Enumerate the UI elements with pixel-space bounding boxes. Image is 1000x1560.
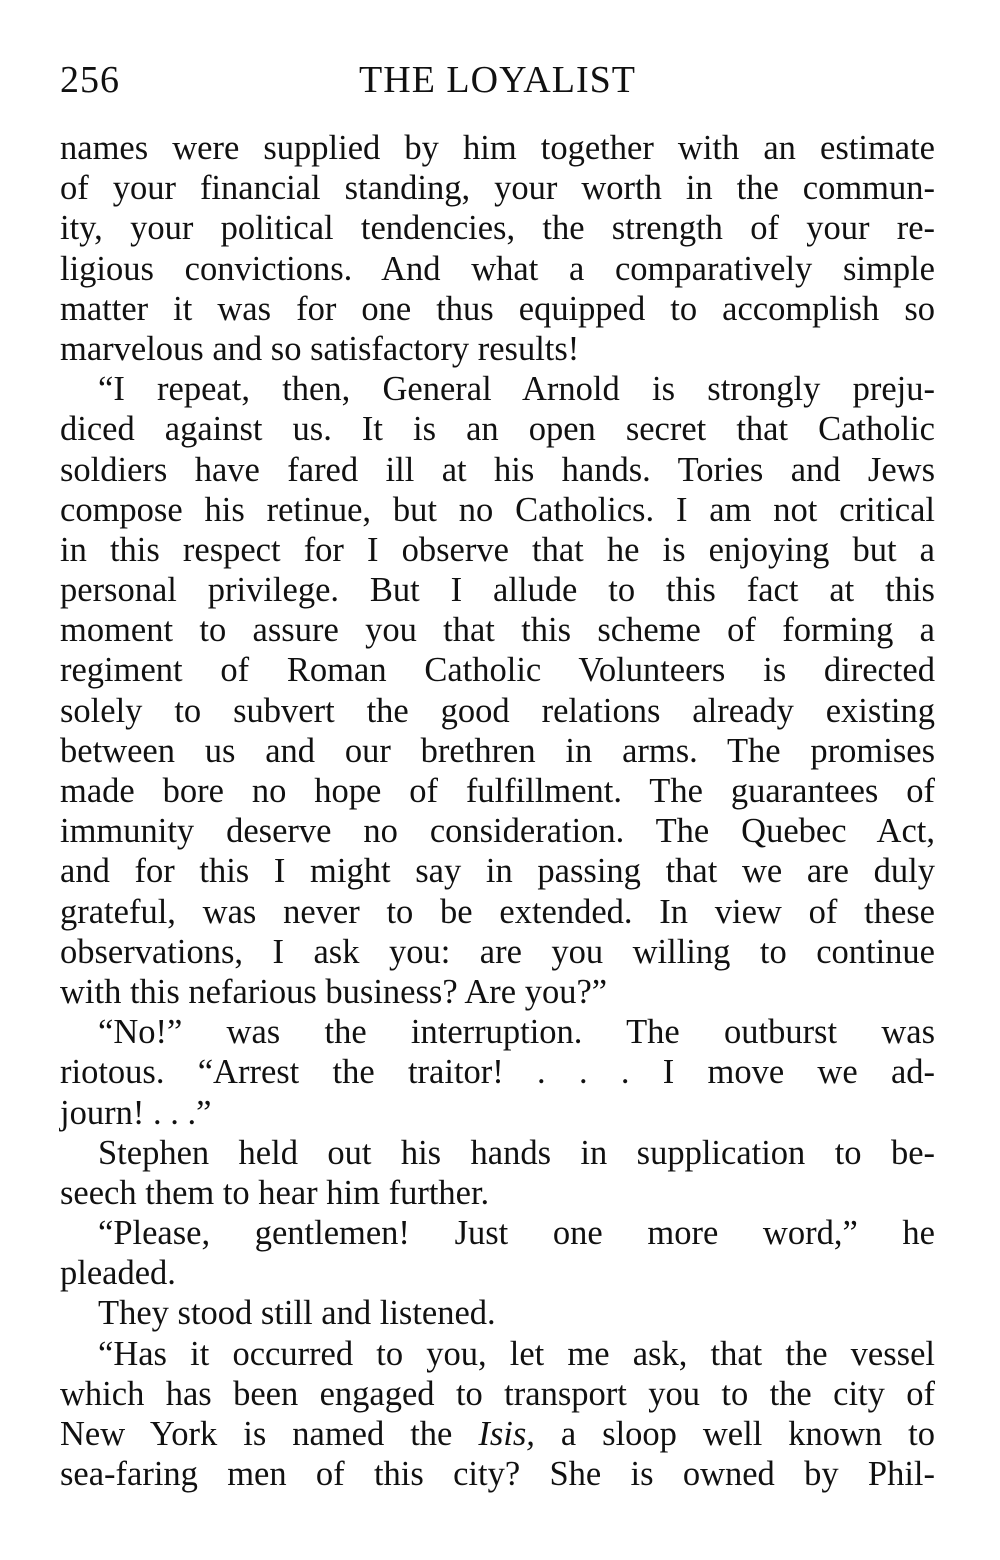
text-line: marvelous and so satisfactory results! <box>60 329 580 368</box>
text-line: pleaded. <box>60 1254 176 1293</box>
text-line: riotous. “Arrest the traitor! . . . I move we ad- <box>60 1053 935 1092</box>
text-line: immunity deserve no consideration. The Quebec Act, <box>60 812 935 851</box>
italic-ship-name: Isis, <box>478 1415 535 1453</box>
text-line: sea-faring men of this city? She is owned by Phil- <box>60 1455 935 1494</box>
body-text <box>60 128 935 1494</box>
text-line: “Has it occurred to you, let me ask, that the vessel <box>98 1334 935 1373</box>
text-line: made bore no hope of fulfillment. The guarantees of <box>60 772 935 810</box>
text-line: “I repeat, then, General Arnold is strongly preju- <box>98 370 935 409</box>
text-line: in this respect for I observe that he is enjoying but a <box>60 530 935 569</box>
text-line: ligious convictions. And what a comparatively simple <box>60 249 935 288</box>
text-line: grateful, was never to be extended. In view of these <box>60 892 935 931</box>
text-line: and for this I might say in passing that we are duly <box>60 852 935 891</box>
text-line: solely to subvert the good relations already existing <box>60 691 935 730</box>
text-line: diced against us. It is an open secret that Catholic <box>60 410 935 449</box>
page-header <box>60 58 935 108</box>
text-line <box>60 1414 935 1454</box>
text-line: observations, I ask you: are you willing to continue <box>60 932 935 971</box>
text-line: ity, your political tendencies, the strength of your re- <box>60 209 935 248</box>
text-line: regiment of Roman Catholic Volunteers is directed <box>60 651 935 690</box>
running-head: THE LOYALIST <box>359 59 636 101</box>
text-line: names were supplied by him together with an estimate <box>60 129 935 167</box>
text-line: They stood still and listened. <box>98 1294 496 1333</box>
text-line: soldiers have fared ill at his hands. Tories and Jews <box>60 450 935 489</box>
page-number: 256 <box>60 59 120 101</box>
text-fragment: New York is named the <box>60 1415 479 1453</box>
text-line: “Please, gentlemen! Just one more word,” he <box>98 1214 935 1253</box>
text-line: journ! . . .” <box>60 1093 212 1132</box>
text-line: compose his retinue, but no Catholics. I am not critical <box>60 490 935 529</box>
text-line: personal privilege. But I allude to this fact at this <box>60 571 935 610</box>
text-line: between us and our brethren in arms. The promises <box>60 731 935 770</box>
text-line: of your financial standing, your worth in the commun- <box>60 169 935 208</box>
text-line: “No!” was the interruption. The outburst was <box>98 1013 935 1052</box>
text-line: with this nefarious business? Are you?” <box>60 972 608 1011</box>
text-line: which has been engaged to transport you to the city of <box>60 1374 935 1413</box>
text-line: Stephen held out his hands in supplication to be- <box>98 1133 935 1172</box>
text-line: matter it was for one thus equipped to accomplish so <box>60 289 935 328</box>
text-line: moment to assure you that this scheme of forming a <box>60 611 935 650</box>
text-line: seech them to hear him further. <box>60 1173 490 1212</box>
text-fragment: a sloop well known to <box>534 1415 935 1453</box>
